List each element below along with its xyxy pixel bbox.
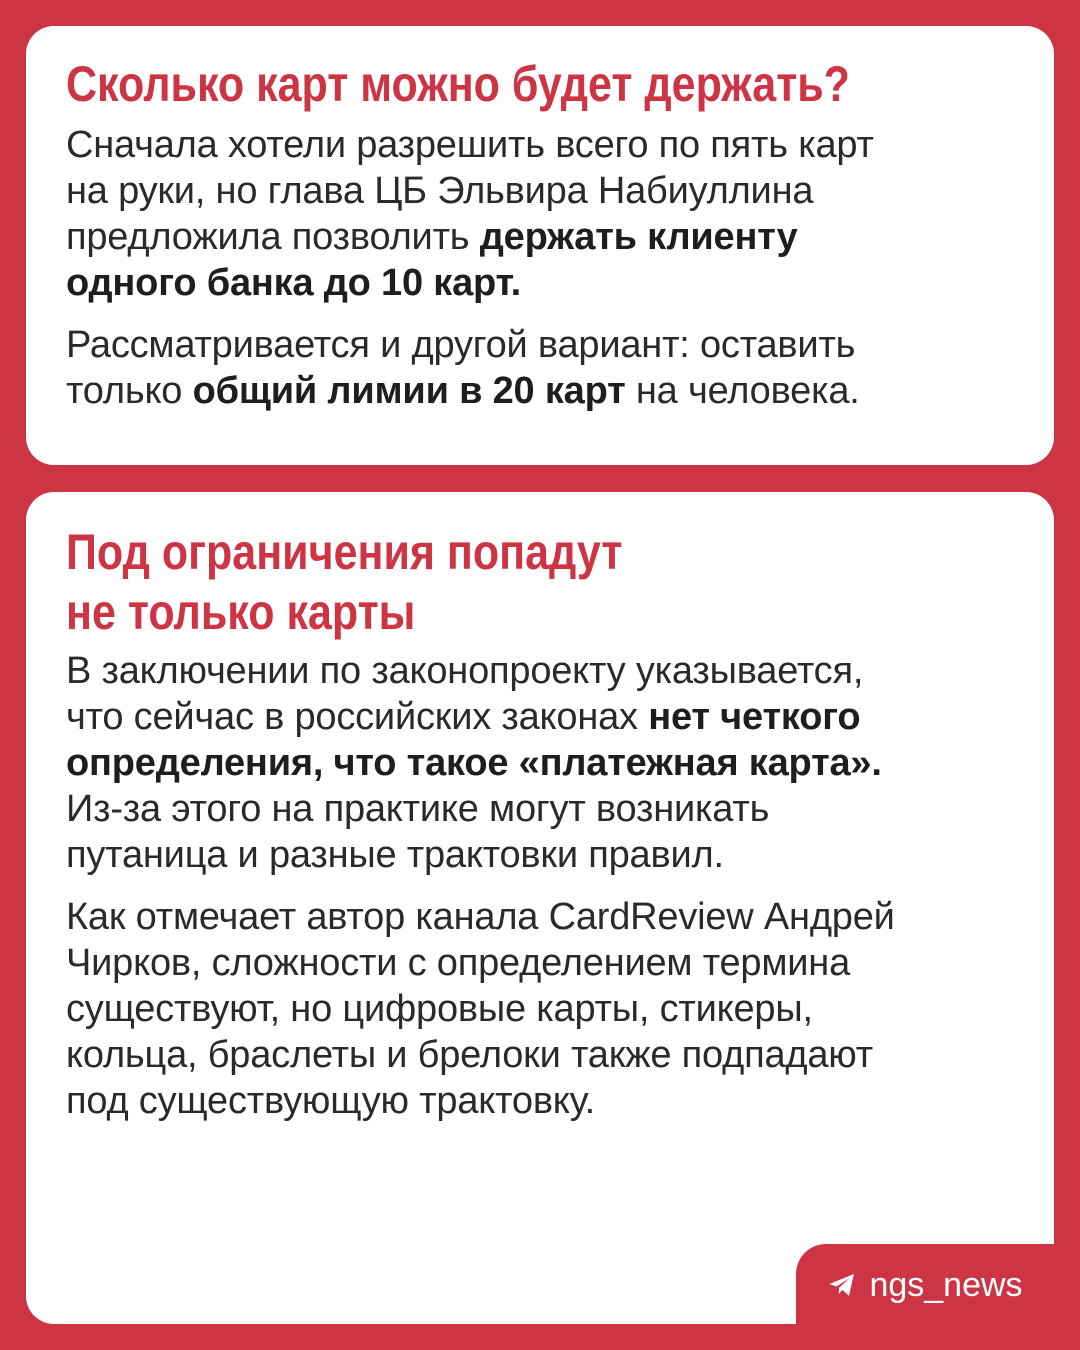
text-line: существуют, но цифровые карты, стикеры, [66, 988, 813, 1030]
text-line: кольца, браслеты и брелоки также подпадают [66, 1034, 873, 1076]
text-line: В заключении по законопроекту указывается, [66, 650, 864, 692]
bold-text: нет четкого [648, 696, 861, 738]
paragraph-expert-quote [66, 894, 1014, 1124]
section-title-restrictions [66, 522, 881, 642]
brand-label: ngs_news [869, 1265, 1023, 1304]
text-line: Рассматривается и другой вариант: оставить [66, 324, 856, 366]
paragraph-definition [66, 648, 1014, 878]
section-title-card-count: Сколько карт можно будет держать? [66, 56, 850, 112]
brand-badge[interactable] [796, 1246, 1054, 1324]
text-line: Из-за этого на практике могут возникать [66, 788, 770, 830]
card-restrictions [26, 492, 1054, 1324]
bold-text: общий лимии в 20 карт [192, 370, 626, 412]
text-line: путаница и разные трактовки правил. [66, 834, 724, 876]
paragraph-proposal [66, 122, 1014, 306]
title-line: Под ограничения попадут [66, 524, 623, 580]
card-card-count [26, 26, 1054, 465]
text-line: только [66, 370, 193, 412]
bold-text: определения, что такое «платежная карта». [66, 742, 882, 784]
text-line: что сейчас в российских законах [66, 696, 649, 738]
title-line: не только карты [66, 584, 416, 640]
bold-text: держать клиенту [479, 216, 798, 258]
text-line: Чирков, сложности с определением термина [66, 942, 851, 984]
telegram-icon [827, 1270, 857, 1300]
text-line: под существующую трактовку. [66, 1080, 596, 1122]
text-line: Сначала хотели разрешить всего по пять карт [66, 124, 874, 166]
paragraph-alternative [66, 322, 1014, 414]
text-line: Как отмечает автор канала CardReview Андрей [66, 896, 895, 938]
text-line: на человека. [625, 370, 860, 412]
text-line: на руки, но глава ЦБ Эльвира Набиуллина [66, 170, 814, 212]
text-line: предложила позволить [66, 216, 480, 258]
bold-text: одного банка до 10 карт. [66, 262, 521, 304]
